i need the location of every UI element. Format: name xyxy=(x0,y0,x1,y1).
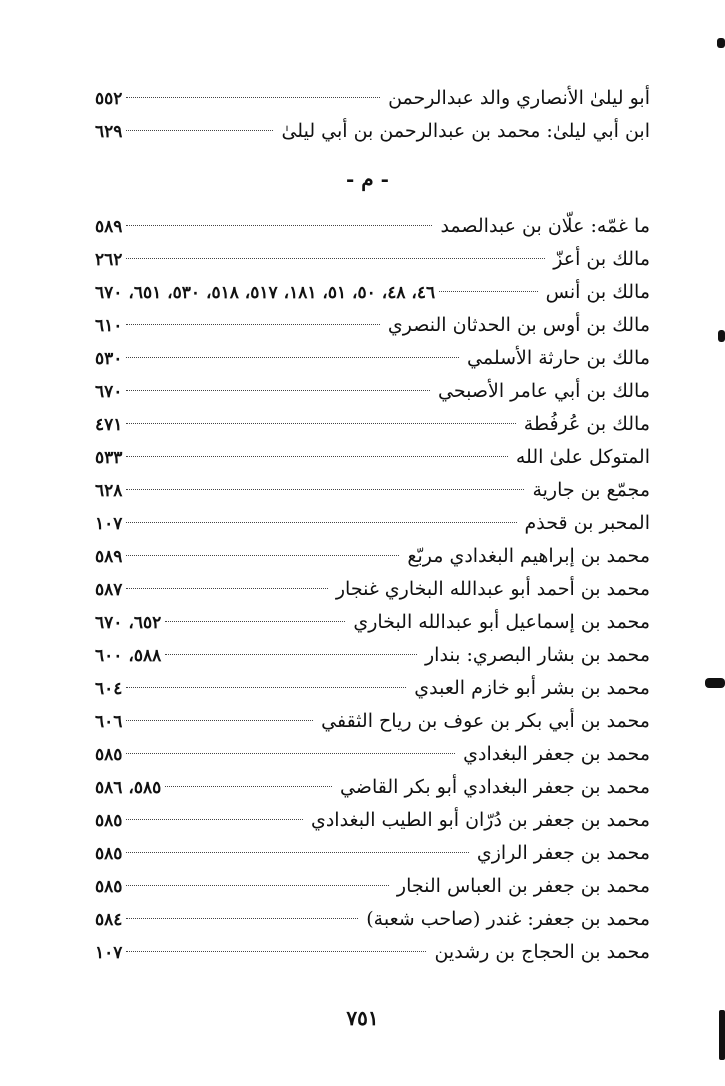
index-entry xyxy=(95,903,650,936)
dot-leader xyxy=(126,522,516,523)
entry-pages: ١٠٧ xyxy=(95,943,123,963)
dot-leader xyxy=(126,324,380,325)
entry-name: مجمّع بن جارية xyxy=(532,479,650,501)
entry-pages: ٥٨٥ xyxy=(95,877,123,897)
index-entry xyxy=(95,870,650,903)
dot-leader xyxy=(126,687,406,688)
dot-leader xyxy=(126,130,273,131)
entry-pages: ٤٦، ٤٨، ٥٠، ٥١، ١٨١، ٥١٧، ٥١٨، ٥٣٠، ٦٥١، ٦٧٠ xyxy=(95,283,436,303)
dot-leader xyxy=(165,654,417,655)
entry-pages: ١٠٧ xyxy=(95,514,123,534)
entry-pages: ٦٧٠ xyxy=(95,382,123,402)
dot-leader xyxy=(126,588,327,589)
entry-pages: ٢٦٢ xyxy=(95,250,123,270)
index-entry xyxy=(95,115,650,148)
entry-pages: ٤٧١ xyxy=(95,415,123,435)
entry-name: محمد بن بشر أبو خازم العبدي xyxy=(414,677,650,699)
entry-name: مالك بن أعزّ xyxy=(553,248,650,270)
main-entries xyxy=(95,210,650,969)
entry-pages: ٥٨٨، ٦٠٠ xyxy=(95,646,162,666)
index-entry xyxy=(95,474,650,507)
entry-pages: ٥٣٠ xyxy=(95,349,123,369)
entry-name: مالك بن أنس xyxy=(545,281,650,303)
entry-name: مالك بن حارثة الأسلمي xyxy=(467,347,650,369)
dot-leader xyxy=(126,555,399,556)
entry-name: محمد بن أبي بكر بن عوف بن رياح الثقفي xyxy=(321,710,650,732)
scan-mark xyxy=(705,678,725,688)
entry-pages: ٥٨٥، ٥٨٦ xyxy=(95,778,162,798)
entry-pages: ٥٨٥ xyxy=(95,745,123,765)
entry-pages: ٥٣٣ xyxy=(95,448,123,468)
index-entry xyxy=(95,705,650,738)
page-number: ٧٥١ xyxy=(346,1006,379,1030)
entry-pages: ٦٢٨ xyxy=(95,481,123,501)
index-entry xyxy=(95,243,650,276)
dot-leader xyxy=(126,885,389,886)
entry-name: مالك بن أبي عامر الأصبحي xyxy=(438,380,650,402)
scan-mark xyxy=(717,38,725,48)
entry-name: محمد بن جعفر بن العباس النجار xyxy=(396,875,650,897)
dot-leader xyxy=(126,819,303,820)
scan-mark xyxy=(718,330,725,342)
entry-name: محمد بن بشار البصري: بندار xyxy=(425,644,650,666)
dot-leader xyxy=(126,258,545,259)
index-entry xyxy=(95,309,650,342)
index-entry xyxy=(95,738,650,771)
entry-name: محمد بن جعفر البغدادي أبو بكر القاضي xyxy=(339,776,650,798)
entry-name: محمد بن الحجاج بن رشدين xyxy=(434,941,650,963)
entry-name: مالك بن عُرفُطة xyxy=(523,413,650,435)
entry-pages: ٥٨٧ xyxy=(95,580,123,600)
dot-leader xyxy=(126,852,468,853)
dot-leader xyxy=(126,225,432,226)
index-entry xyxy=(95,606,650,639)
entry-name: محمد بن جعفر: غندر (صاحب شعبة) xyxy=(366,908,650,930)
entry-pages: ٥٨٩ xyxy=(95,547,123,567)
entry-pages: ٥٨٩ xyxy=(95,217,123,237)
entry-name: محمد بن إسماعيل أبو عبدالله البخاري xyxy=(353,611,650,633)
index-entry xyxy=(95,771,650,804)
index-entry xyxy=(95,441,650,474)
entry-pages: ٥٨٥ xyxy=(95,844,123,864)
index-entry xyxy=(95,507,650,540)
section-letter-mim: - م - xyxy=(346,167,389,191)
dot-leader xyxy=(126,753,455,754)
entry-pages: ٦٥٢، ٦٧٠ xyxy=(95,613,162,633)
entry-pages: ٦١٠ xyxy=(95,316,123,336)
index-entry xyxy=(95,936,650,969)
index-entry xyxy=(95,672,650,705)
entry-name: مالك بن أوس بن الحدثان النصري xyxy=(387,314,650,336)
index-entry xyxy=(95,408,650,441)
index-entry xyxy=(95,573,650,606)
dot-leader xyxy=(126,97,380,98)
entry-name: محمد بن جعفر الرازي xyxy=(476,842,650,864)
top-entries xyxy=(95,82,650,148)
entry-pages: ٦٠٦ xyxy=(95,712,123,732)
dot-leader xyxy=(126,489,524,490)
index-entry xyxy=(95,837,650,870)
dot-leader xyxy=(126,720,313,721)
index-entry xyxy=(95,375,650,408)
entry-pages: ٥٨٤ xyxy=(95,910,123,930)
entry-name: محمد بن أحمد أبو عبدالله البخاري غنجار xyxy=(335,578,650,600)
dot-leader xyxy=(126,357,459,358)
entry-pages: ٥٨٥ xyxy=(95,811,123,831)
index-entry xyxy=(95,639,650,672)
dot-leader xyxy=(126,390,430,391)
index-entry xyxy=(95,82,650,115)
dot-leader xyxy=(126,456,507,457)
dot-leader xyxy=(165,786,332,787)
dot-leader xyxy=(126,918,358,919)
dot-leader xyxy=(165,621,345,622)
entry-name: المحبر بن قحذم xyxy=(524,512,650,534)
entry-pages: ٦٠٤ xyxy=(95,679,123,699)
dot-leader xyxy=(439,291,537,292)
index-entry xyxy=(95,804,650,837)
index-entry xyxy=(95,210,650,243)
dot-leader xyxy=(126,951,426,952)
entry-name: محمد بن جعفر بن دُرّان أبو الطيب البغدادي xyxy=(310,809,650,831)
entry-name: ما غمّه: علّان بن عبدالصمد xyxy=(440,215,650,237)
index-entry xyxy=(95,276,650,309)
index-entry xyxy=(95,342,650,375)
scan-mark xyxy=(719,1010,725,1060)
index-entry xyxy=(95,540,650,573)
index-list xyxy=(95,82,650,969)
entry-name: أبو ليلىٰ الأنصاري والد عبدالرحمن xyxy=(388,87,650,109)
entry-pages: ٦٢٩ xyxy=(95,122,123,142)
entry-name: المتوكل علىٰ الله xyxy=(515,446,650,468)
entry-pages: ٥٥٢ xyxy=(95,89,123,109)
entry-name: محمد بن جعفر البغدادي xyxy=(463,743,650,765)
dot-leader xyxy=(126,423,515,424)
entry-name: محمد بن إبراهيم البغدادي مربّع xyxy=(407,545,650,567)
entry-name: ابن أبي ليلىٰ: محمد بن عبدالرحمن بن أبي ليلىٰ xyxy=(281,120,650,142)
